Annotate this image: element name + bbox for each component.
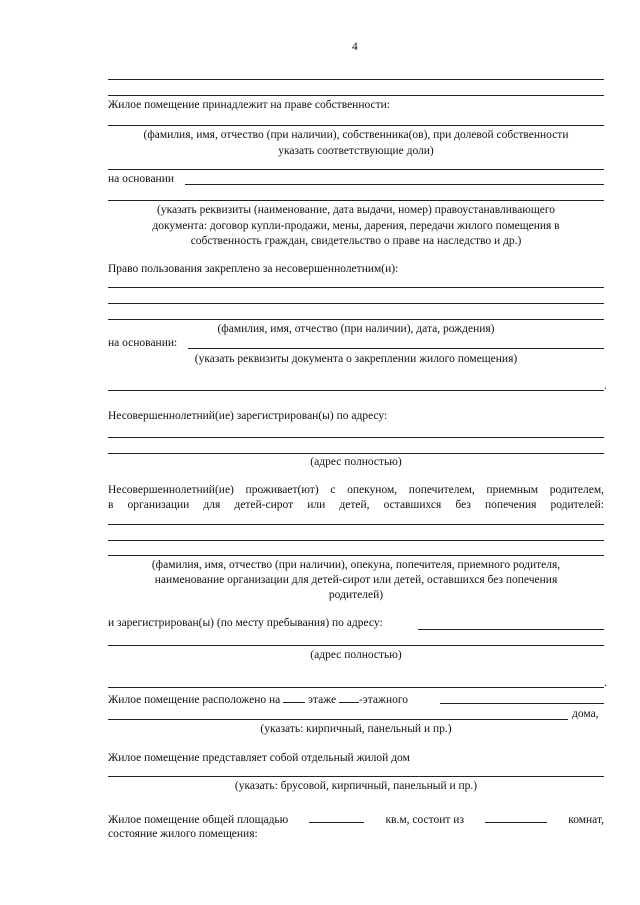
owner-hint-1: (фамилия, имя, отчество (при наличии), собственника(ов), при долевой собственности — [143, 129, 569, 141]
use-basis-hint: (указать реквизиты документа о закреплении жилого помещения) — [194, 353, 518, 365]
minor-hint: (фамилия, имя, отчество (при наличии), дата, рождения) — [217, 323, 495, 335]
storey-word: -этажного — [358, 694, 409, 706]
guardian-name-line[interactable] — [108, 555, 604, 556]
use-basis-label: на основании: — [108, 337, 178, 349]
minor-name-line[interactable] — [108, 287, 604, 288]
minor-name-line[interactable] — [108, 319, 604, 320]
guardian-line-2: в организации для детей-сирот или детей, оставшихся без попечения родителей: — [108, 499, 604, 511]
address-hint: (адрес полностью) — [310, 456, 402, 468]
basis-hint-3: собственность граждан, свидетельство о праве на наследство и др.) — [190, 235, 522, 247]
area-row — [108, 811, 604, 828]
blank-line[interactable] — [108, 390, 604, 391]
floor-field[interactable] — [283, 691, 305, 703]
house-type-line[interactable] — [108, 776, 604, 777]
house-type-hint: (указать: брусовой, кирпичный, панельный и пр.) — [234, 780, 478, 792]
basis-hint-1: (указать реквизиты (наименование, дата выдачи, номер) правоустанавливающего — [156, 204, 556, 216]
ownership-title: Жилое помещение принадлежит на праве собственности: — [108, 99, 391, 111]
stay-address-label: и зарегистрирован(ы) (по месту пребывания) по адресу: — [108, 617, 383, 629]
minor-name-line[interactable] — [108, 303, 604, 304]
blank-line[interactable] — [108, 169, 604, 170]
floor-row — [108, 691, 408, 708]
right-of-use-title: Право пользования закреплено за несовершеннолетним(и): — [108, 263, 399, 275]
blank-line[interactable] — [108, 79, 604, 80]
area-unit: кв.м, состоит из — [385, 814, 464, 826]
basis-label: на основании — [108, 173, 175, 185]
stay-address-line[interactable] — [418, 629, 604, 630]
owner-name-line[interactable] — [108, 125, 604, 126]
guardian-name-line[interactable] — [108, 524, 604, 525]
page-number: 4 — [352, 41, 358, 53]
end-dot: . — [604, 380, 607, 392]
building-hint: (указать: кирпичный, панельный и пр.) — [260, 723, 452, 735]
floors-count-field[interactable] — [339, 691, 359, 703]
floor-label: Жилое помещение расположено на — [108, 694, 281, 706]
floor-word: этаже — [307, 694, 337, 706]
use-basis-line[interactable] — [188, 348, 604, 349]
stay-address-line-2[interactable] — [108, 645, 604, 646]
rooms-field[interactable] — [485, 811, 547, 823]
guardian-name-line[interactable] — [108, 540, 604, 541]
stay-address-hint: (адрес полностью) — [310, 649, 402, 661]
basis-line-2[interactable] — [108, 200, 604, 201]
blank-line[interactable] — [108, 687, 604, 688]
guardian-hint-3: родителей) — [328, 589, 384, 601]
rooms-word: комнат, — [568, 814, 604, 826]
condition-label: состояние жилого помещения: — [108, 828, 258, 840]
area-field[interactable] — [309, 811, 364, 823]
guardian-line-1: Несовершеннолетний(ие) проживает(ют) с опекуном, попечителем, приемным родителем, — [108, 484, 604, 496]
owner-hint-2: указать соответствующие доли) — [278, 145, 434, 157]
address-line[interactable] — [108, 453, 604, 454]
area-label: Жилое помещение общей площадью — [108, 814, 289, 826]
guardian-hint-2: наименование организации для детей-сирот или детей, оставшихся без попечения — [154, 574, 558, 586]
separate-house-title: Жилое помещение представляет собой отдельный жилой дом — [108, 752, 410, 764]
blank-line[interactable] — [108, 95, 604, 96]
registered-title: Несовершеннолетний(ие) зарегистрирован(ы) по адресу: — [108, 410, 388, 422]
building-type-line[interactable] — [108, 719, 568, 720]
address-line[interactable] — [108, 437, 604, 438]
guardian-hint-1: (фамилия, имя, отчество (при наличии), опекуна, попечителя, приемного родителя, — [151, 559, 561, 571]
building-type-field[interactable] — [440, 703, 604, 704]
end-dot: . — [604, 677, 607, 689]
basis-hint-2: документа: договор купли-продажи, мены, дарения, передачи жилого помещения в — [152, 220, 560, 232]
house-word: дома, — [572, 708, 599, 720]
basis-line[interactable] — [185, 184, 604, 185]
